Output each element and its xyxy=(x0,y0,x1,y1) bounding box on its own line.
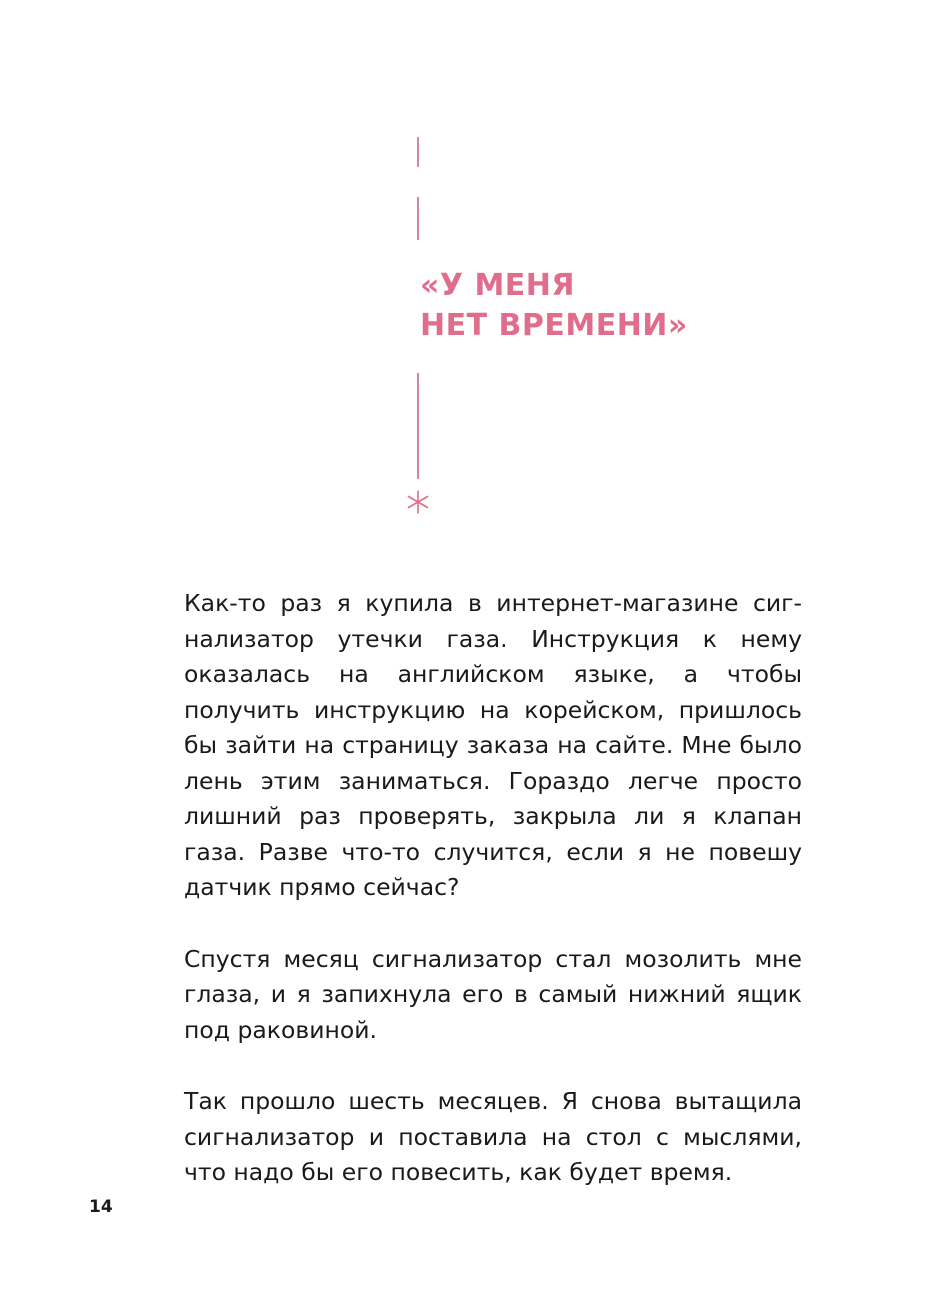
page-number: 14 xyxy=(89,1197,113,1217)
chapter-title-line-1: «У МЕНЯ xyxy=(420,268,576,303)
paragraph-2: Спустя месяц сигнализатор стал мозолить мне глаза, и я запихнула его в самый нижний ящик под раковиной. xyxy=(184,944,802,1044)
decorative-line-middle xyxy=(417,197,419,240)
body-text xyxy=(184,586,802,1191)
decorative-line-bottom xyxy=(417,373,419,479)
decorative-line-top xyxy=(417,137,419,167)
paragraph-1: Как-то раз я купила в интернет-магазине сигнализатор утечки газа. Инструкция к нему оказалась на английском языке, а чтобы получить инструкцию на корейском, пришлось бы зайти на страницу заказа на сайте. Мне было лень этим заниматься. Гораздо легче просто лишний раз проверять, закрыла ли я клапан газа. Разве что-то случится, если я не повешу датчик прямо сейчас? xyxy=(184,589,802,901)
asterisk-icon xyxy=(406,490,430,514)
chapter-title-line-2: НЕТ ВРЕМЕНИ» xyxy=(420,308,688,343)
chapter-title xyxy=(420,266,688,346)
paragraph-3: Так прошло шесть месяцев. Я снова вытащила сигнализатор и поставила на стол с мыслями, что надо бы его повесить, как будет время. xyxy=(184,1087,802,1186)
